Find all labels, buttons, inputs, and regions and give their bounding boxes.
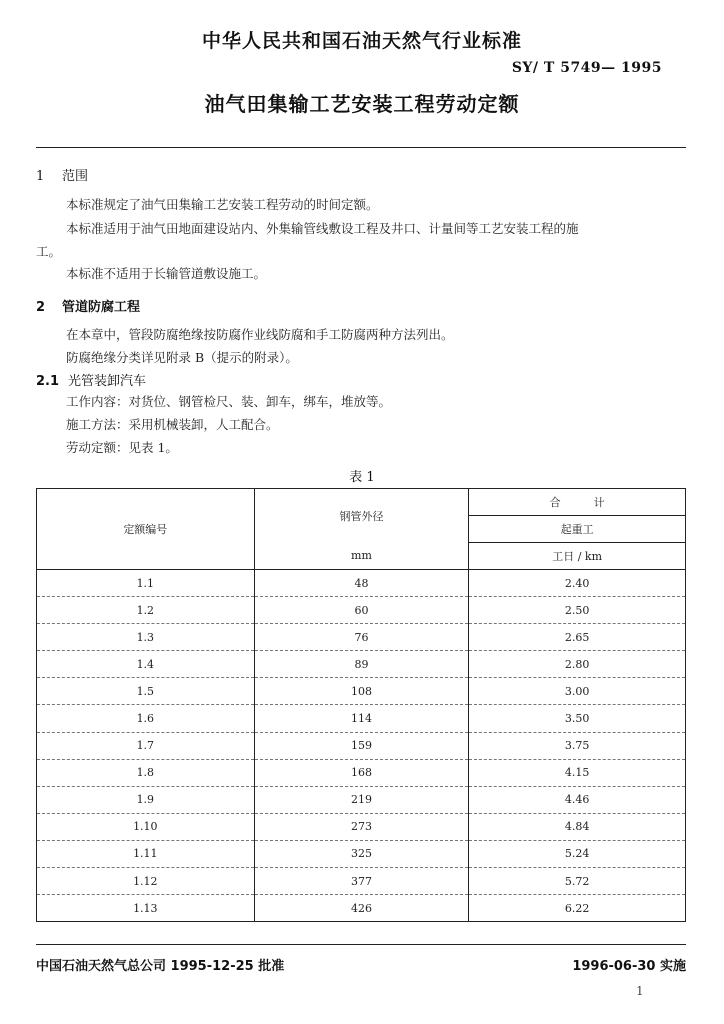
quota-code-cell: 1.5 bbox=[37, 678, 255, 705]
quota-code-cell: 1.6 bbox=[37, 705, 255, 732]
paragraph: 本标准不适用于长输管道敷设施工。 bbox=[66, 266, 267, 281]
section-2-heading bbox=[36, 296, 140, 315]
approval-line: 中国石油天然气总公司 1995-12-25 批准 bbox=[36, 959, 285, 974]
quota-value-cell: 2.80 bbox=[469, 651, 686, 678]
pipe-diameter-cell: 89 bbox=[254, 651, 469, 678]
quota-code-cell: 1.12 bbox=[37, 868, 255, 895]
paragraph: 本标准规定了油气田集输工艺安装工程劳动的时间定额。 bbox=[66, 197, 379, 212]
quota-code-cell: 1.3 bbox=[37, 624, 255, 651]
section-2-1-heading bbox=[36, 370, 146, 389]
header-diameter-unit: mm bbox=[254, 543, 469, 570]
quota-value-cell: 5.72 bbox=[469, 868, 686, 895]
header-pipe-diameter: 钢管外径 bbox=[254, 489, 469, 543]
quota-value-cell: 4.84 bbox=[469, 813, 686, 840]
quota-value-cell: 2.40 bbox=[469, 570, 686, 597]
construction-method-line: 施工方法：采用机械装卸，人工配合。 bbox=[66, 417, 279, 432]
section-title: 管道防腐工程 bbox=[62, 300, 141, 315]
table-row bbox=[37, 759, 686, 786]
quota-value-cell: 3.75 bbox=[469, 732, 686, 759]
quota-code-cell: 1.13 bbox=[37, 895, 255, 922]
section-1-heading bbox=[36, 165, 88, 184]
pipe-diameter-cell: 159 bbox=[254, 732, 469, 759]
paragraph: 防腐绝缘分类详见附录 B（提示的附录）。 bbox=[66, 350, 298, 365]
pipe-diameter-cell: 273 bbox=[254, 813, 469, 840]
table-row bbox=[37, 895, 686, 922]
labor-quota-line: 劳动定额：见表 1。 bbox=[66, 440, 178, 455]
pipe-diameter-cell: 377 bbox=[254, 868, 469, 895]
quota-value-cell: 4.15 bbox=[469, 759, 686, 786]
header-worker-type: 起重工 bbox=[469, 516, 686, 543]
pipe-diameter-cell: 60 bbox=[254, 597, 469, 624]
pipe-diameter-cell: 114 bbox=[254, 705, 469, 732]
document-title: 油气田集输工艺安装工程劳动定额 bbox=[204, 92, 520, 116]
quota-code-cell: 1.4 bbox=[37, 651, 255, 678]
title-divider bbox=[36, 147, 686, 148]
labor-quota-table bbox=[36, 488, 686, 922]
table-row bbox=[37, 868, 686, 895]
agency-title: 中华人民共和国石油天然气行业标准 bbox=[201, 30, 522, 52]
table-caption: 表 1 bbox=[349, 470, 375, 485]
table-body bbox=[37, 570, 686, 922]
table-row bbox=[37, 705, 686, 732]
quota-value-cell: 2.65 bbox=[469, 624, 686, 651]
quota-value-cell: 6.22 bbox=[469, 895, 686, 922]
page-number: 1 bbox=[636, 984, 644, 998]
pipe-diameter-cell: 108 bbox=[254, 678, 469, 705]
pipe-diameter-cell: 325 bbox=[254, 840, 469, 867]
pipe-diameter-cell: 426 bbox=[254, 895, 469, 922]
table-row bbox=[37, 651, 686, 678]
header-total: 合 计 bbox=[469, 489, 686, 516]
standard-code: SY/ T 5749— 1995 bbox=[511, 60, 662, 76]
quota-code-cell: 1.2 bbox=[37, 597, 255, 624]
quota-code-cell: 1.1 bbox=[37, 570, 255, 597]
quota-code-cell: 1.9 bbox=[37, 786, 255, 813]
quota-value-cell: 5.24 bbox=[469, 840, 686, 867]
table-row bbox=[37, 732, 686, 759]
table-row bbox=[37, 840, 686, 867]
pipe-diameter-cell: 168 bbox=[254, 759, 469, 786]
pipe-diameter-cell: 48 bbox=[254, 570, 469, 597]
section-title: 范围 bbox=[62, 169, 89, 184]
pipe-diameter-cell: 219 bbox=[254, 786, 469, 813]
paragraph: 本标准适用于油气田地面建设站内、外集输管线敷设工程及井口、计量间等工艺安装工程的施 bbox=[66, 221, 579, 236]
work-content-line: 工作内容：对货位、钢管检尺、装、卸车，绑车，堆放等。 bbox=[66, 394, 392, 409]
section-number: 2.1 bbox=[36, 374, 60, 389]
table-row bbox=[37, 597, 686, 624]
header-quota-unit: 工日 / km bbox=[469, 543, 686, 570]
table-row bbox=[37, 570, 686, 597]
quota-value-cell: 3.50 bbox=[469, 705, 686, 732]
table-row bbox=[37, 786, 686, 813]
footer-divider bbox=[36, 944, 686, 945]
header-quota-code: 定额编号 bbox=[37, 489, 255, 570]
quota-value-cell: 3.00 bbox=[469, 678, 686, 705]
effective-date: 1996-06-30 实施 bbox=[572, 959, 686, 974]
quota-value-cell: 4.46 bbox=[469, 786, 686, 813]
section-title: 光管装卸汽车 bbox=[68, 374, 147, 389]
table-row bbox=[37, 813, 686, 840]
quota-code-cell: 1.11 bbox=[37, 840, 255, 867]
paragraph: 在本章中，管段防腐绝缘按防腐作业线防腐和手工防腐两种方法列出。 bbox=[66, 327, 454, 342]
pipe-diameter-cell: 76 bbox=[254, 624, 469, 651]
quota-code-cell: 1.7 bbox=[37, 732, 255, 759]
section-number: 1 bbox=[36, 169, 45, 184]
paragraph: 工。 bbox=[36, 244, 62, 259]
section-number: 2 bbox=[36, 300, 46, 315]
quota-code-cell: 1.10 bbox=[37, 813, 255, 840]
quota-code-cell: 1.8 bbox=[37, 759, 255, 786]
table-row bbox=[37, 678, 686, 705]
quota-value-cell: 2.50 bbox=[469, 597, 686, 624]
table-row bbox=[37, 624, 686, 651]
